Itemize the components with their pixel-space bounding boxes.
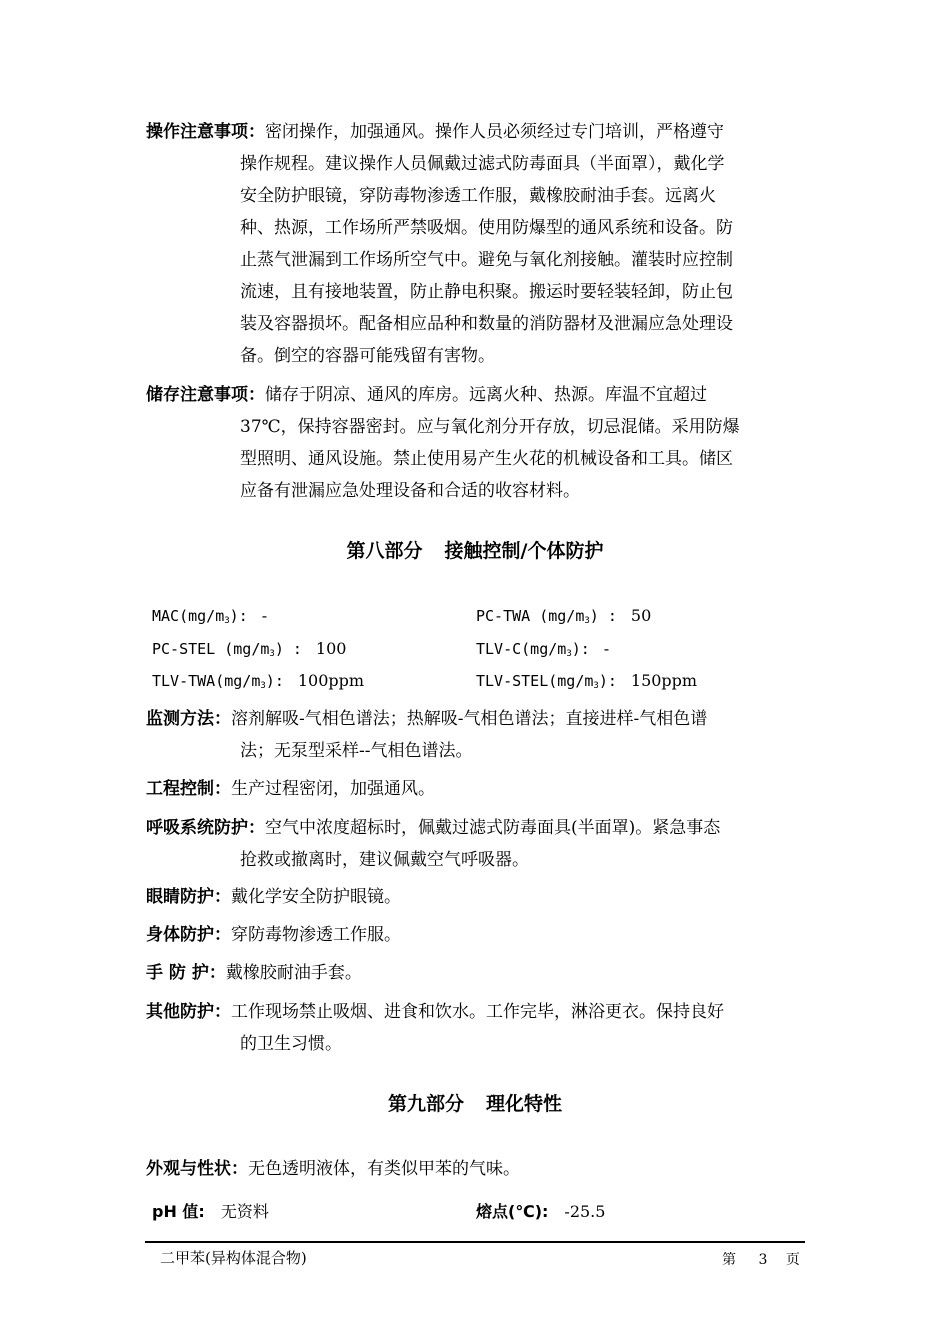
monitoring-text-line: 溶剂解吸-气相色谱法；热解吸-气相色谱法；直接进样-气相色谱	[231, 709, 708, 729]
section-8-number: 第八部分	[346, 540, 423, 562]
engineering-text: 生产过程密闭，加强通风。	[231, 779, 435, 799]
mac-key-end: ):	[229, 607, 248, 625]
section-8-heading	[0, 536, 950, 563]
tlv-twa-value: 100ppm	[297, 671, 365, 690]
page-prefix: 第	[722, 1252, 736, 1268]
handling-text-line: 备。倒空的容器可能残留有害物。	[240, 346, 495, 366]
tlv-twa-key: TLV-TWA(mg/m	[152, 672, 261, 690]
handling-text-line: 密闭操作，加强通风。操作人员必须经过专门培训，严格遵守	[265, 122, 724, 142]
tlv-c-key-sub: 3	[566, 649, 572, 659]
engineering-control	[146, 773, 806, 805]
footer-rule	[145, 1241, 805, 1243]
storage-text-line: 型照明、通风设施。禁止使用易产生火花的机械设备和工具。储区	[240, 449, 733, 469]
mac-key: MAC(mg/m	[152, 607, 225, 625]
engineering-label: 工程控制：	[146, 779, 231, 799]
ph-label: pH 值:	[152, 1202, 205, 1221]
mac-key-sub: 3	[224, 616, 230, 626]
page-suffix: 页	[785, 1252, 800, 1268]
eye-protection	[146, 881, 806, 913]
appearance	[146, 1153, 806, 1185]
respiratory-protection	[146, 812, 806, 876]
handling-label: 操作注意事项：	[146, 122, 265, 142]
section-8-title: 接触控制/个体防护	[444, 540, 604, 562]
hand-text: 戴橡胶耐油手套。	[225, 963, 362, 983]
pc-stel-key-end: ) :	[274, 640, 302, 658]
tlv-stel-key-sub: 3	[593, 681, 599, 691]
storage-text-line: 37℃，保持容器密封。应与氧化剂分开存放，切忌混储。采用防爆	[240, 417, 740, 437]
storage-precautions	[146, 379, 806, 507]
eye-text: 戴化学安全防护眼镜。	[231, 887, 401, 907]
other-text-line: 的卫生习惯。	[240, 1034, 342, 1054]
other-label: 其他防护：	[146, 1002, 231, 1022]
tlv-stel-limit	[476, 671, 697, 691]
storage-text-line: 应备有泄漏应急处理设备和合适的收容材料。	[240, 481, 580, 501]
footer-document-name: 二甲苯(异构体混合物)	[160, 1249, 307, 1267]
tlv-twa-key-end: ):	[265, 672, 284, 690]
hand-label: 手 防 护：	[146, 963, 226, 983]
respiratory-label: 呼吸系统防护：	[146, 818, 265, 838]
pc-stel-value: 100	[315, 639, 347, 658]
appearance-text: 无色透明液体，有类似甲苯的气味。	[248, 1159, 520, 1179]
other-protection	[146, 996, 806, 1060]
handling-precautions	[146, 116, 806, 372]
respiratory-text-line: 抢救或撤离时，建议佩戴空气呼吸器。	[240, 850, 529, 870]
storage-text-line: 储存于阴凉、通风的库房。远离火种、热源。库温不宜超过	[265, 385, 707, 405]
body-protection	[146, 919, 806, 951]
pc-twa-value: 50	[630, 606, 652, 625]
eye-label: 眼睛防护：	[146, 887, 231, 907]
hand-protection	[146, 957, 806, 989]
mac-value: -	[261, 606, 268, 625]
pc-stel-limit	[152, 639, 346, 659]
tlv-twa-limit	[152, 671, 364, 691]
tlv-twa-key-sub: 3	[260, 681, 266, 691]
pc-twa-key: PC-TWA (mg/m	[476, 607, 585, 625]
body-text: 穿防毒物渗透工作服。	[231, 925, 401, 945]
storage-label: 储存注意事项：	[146, 385, 265, 405]
monitoring-method	[146, 703, 806, 767]
handling-text-line: 操作规程。建议操作人员佩戴过滤式防毒面具（半面罩），戴化学	[240, 154, 725, 174]
section-9-number: 第九部分	[387, 1093, 464, 1115]
page-number: 3	[758, 1252, 768, 1268]
mac-limit	[152, 606, 267, 626]
other-text-line: 工作现场禁止吸烟、进食和饮水。工作完毕，淋浴更衣。保持良好	[231, 1002, 724, 1022]
body-label: 身体防护：	[146, 925, 231, 945]
tlv-stel-value: 150ppm	[630, 671, 698, 690]
respiratory-text-line: 空气中浓度超标时，佩戴过滤式防毒面具(半面罩)。紧急事态	[265, 818, 721, 838]
monitoring-label: 监测方法：	[146, 709, 231, 729]
pc-twa-key-sub: 3	[584, 616, 590, 626]
tlv-c-key-end: ):	[571, 640, 590, 658]
pc-stel-key-sub: 3	[269, 649, 275, 659]
monitoring-text-line: 法；无泵型采样--气相色谱法。	[240, 741, 473, 761]
footer-page-number	[722, 1249, 800, 1269]
ph-value: 无资料	[220, 1202, 269, 1221]
section-9-title: 理化特性	[486, 1093, 563, 1115]
pc-twa-key-end: ) :	[589, 607, 617, 625]
appearance-label: 外观与性状：	[146, 1159, 248, 1179]
pc-stel-key: PC-STEL (mg/m	[152, 640, 270, 658]
ph-value-row	[152, 1199, 269, 1222]
tlv-stel-key: TLV-STEL(mg/m	[476, 672, 594, 690]
tlv-stel-key-end: ):	[598, 672, 617, 690]
handling-text-line: 止蒸气泄漏到工作场所空气中。避免与氧化剂接触。灌装时应控制	[240, 250, 733, 270]
tlv-c-limit	[476, 639, 609, 659]
handling-text-line: 种、热源，工作场所严禁吸烟。使用防爆型的通风系统和设备。防	[240, 218, 733, 238]
tlv-c-value: -	[603, 639, 610, 658]
section-9-heading	[0, 1089, 950, 1116]
handling-text-line: 流速，且有接地装置，防止静电积聚。搬运时要轻装轻卸，防止包	[240, 282, 733, 302]
handling-text-line: 安全防护眼镜，穿防毒物渗透工作服，戴橡胶耐油手套。远离火	[240, 186, 716, 206]
tlv-c-key: TLV-C(mg/m	[476, 640, 567, 658]
pc-twa-limit	[476, 606, 651, 626]
handling-text-line: 装及容器损坏。配备相应品种和数量的消防器材及泄漏应急处理设	[240, 314, 733, 334]
melting-point-value: -25.5	[564, 1202, 606, 1221]
melting-point-label: 熔点(℃):	[476, 1202, 549, 1221]
melting-point-row	[476, 1199, 605, 1222]
